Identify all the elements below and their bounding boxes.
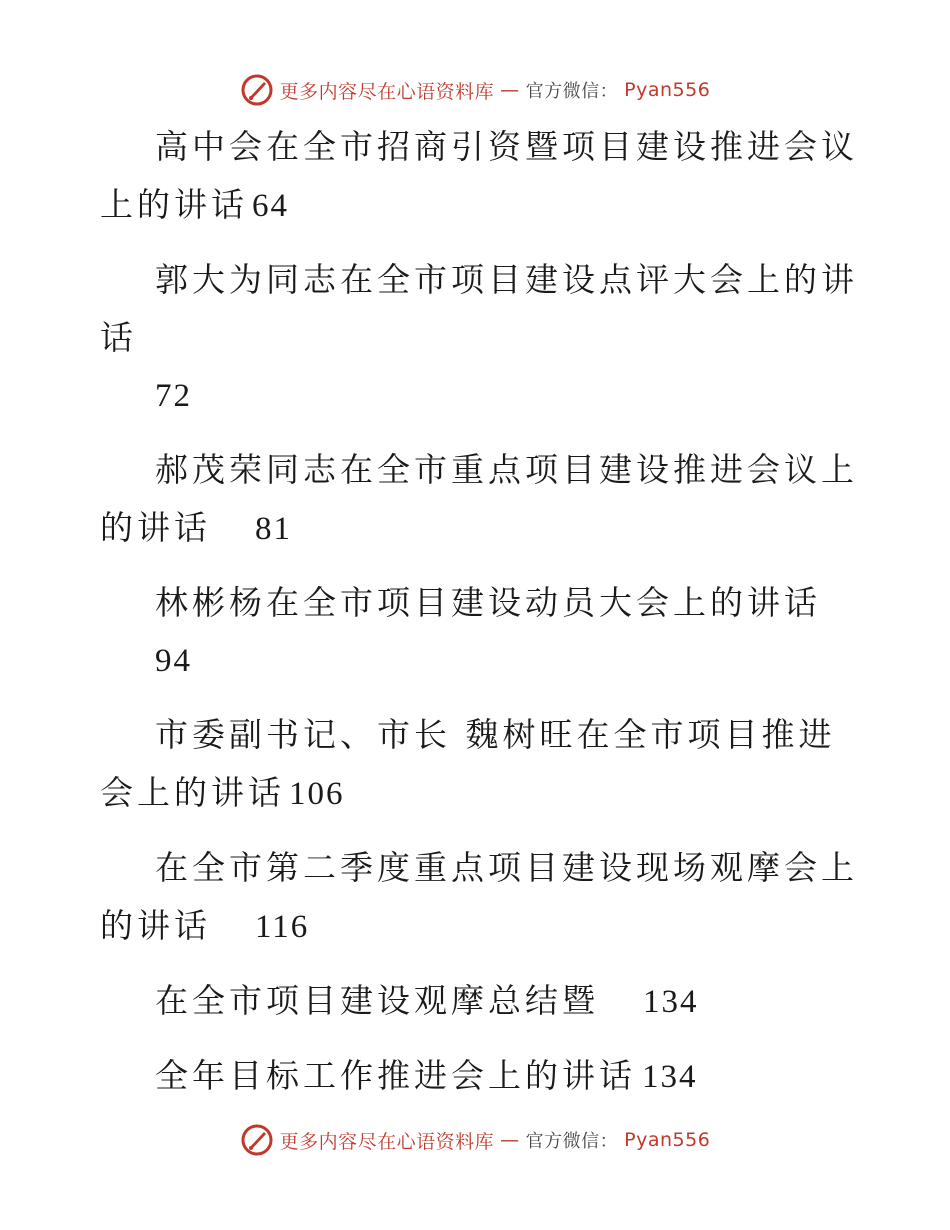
toc-entry-title: 市委副书记、市长 魏树旺在全市项目推进会上的讲话 xyxy=(100,715,836,812)
toc-entry[interactable] xyxy=(100,972,860,1031)
toc-entry-title: 林彬杨在全市项目建设动员大会上的讲话 xyxy=(155,583,821,622)
table-of-contents xyxy=(100,118,860,1122)
toc-entry-title: 全年目标工作推进会上的讲话 xyxy=(155,1056,636,1095)
toc-entry-title: 郝茂荣同志在全市重点项目建设推进会议上的讲话 xyxy=(100,450,858,547)
header-text: 更多内容尽在心语资料库 xyxy=(279,80,495,103)
toc-entry-title: 在全市第二季度重点项目建设现场观摩会上的讲话 xyxy=(100,848,858,945)
toc-entry-title: 郭大为同志在全市项目建设点评大会上的讲话 xyxy=(100,260,858,357)
toc-entry-page: 134 xyxy=(643,984,699,1020)
footer-wechat-id: Pyan556 xyxy=(624,1129,711,1151)
toc-entry[interactable] xyxy=(100,574,860,690)
toc-entry-page: 94 xyxy=(155,643,192,679)
header-dash: — xyxy=(500,79,520,101)
header-wechat-label: 官方微信： xyxy=(525,81,619,102)
toc-entry[interactable] xyxy=(100,251,860,425)
toc-entry-title: 高中会在全市招商引资暨项目建设推进会议上的讲话 xyxy=(100,127,858,224)
toc-entry-page: 106 xyxy=(289,776,345,812)
toc-entry-page: 81 xyxy=(255,511,292,547)
toc-entry-page: 64 xyxy=(252,188,289,224)
footer-dash: — xyxy=(500,1129,520,1151)
header-wechat-id: Pyan556 xyxy=(624,79,711,101)
toc-entry-page: 134 xyxy=(642,1059,698,1095)
footer-text: 更多内容尽在心语资料库 xyxy=(279,1130,495,1153)
toc-entry[interactable] xyxy=(100,1047,860,1106)
footer-watermark xyxy=(0,1120,950,1160)
footer-wechat-label: 官方微信： xyxy=(525,1131,619,1152)
quill-logo-icon xyxy=(240,1123,274,1157)
toc-entry[interactable] xyxy=(100,706,860,823)
toc-entry[interactable] xyxy=(100,441,860,558)
toc-entry-page: 116 xyxy=(255,909,310,945)
quill-logo-icon xyxy=(240,73,274,107)
toc-entry-title: 在全市项目建设观摩总结暨 xyxy=(155,981,599,1020)
header-watermark xyxy=(0,70,950,110)
toc-entry[interactable] xyxy=(100,118,860,235)
toc-entry-page: 72 xyxy=(155,378,192,414)
toc-entry[interactable] xyxy=(100,839,860,956)
